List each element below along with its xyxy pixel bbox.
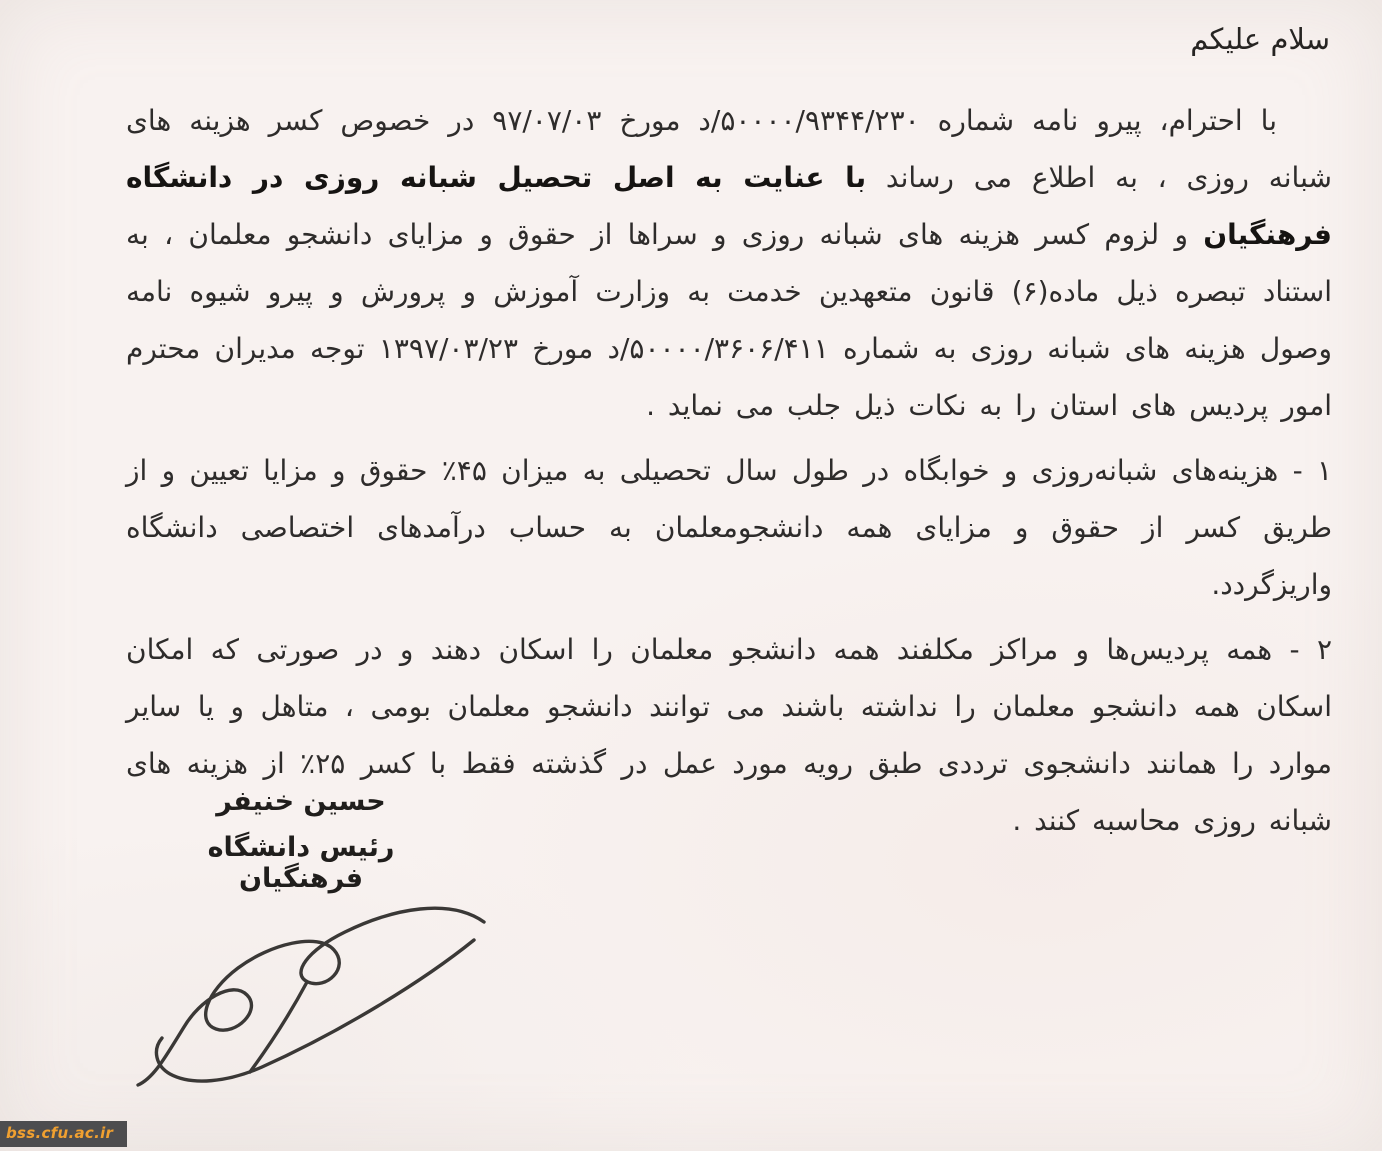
letter-body — [126, 92, 1332, 857]
point-1-paragraph: ۱ - هزینه‌های شبانه‌روزی و خوابگاه در طول سال تحصیلی به میزان ۴۵٪ حقوق و مزایا تعیین و از طریق کسر از حقوق و مزایای همه دانشجومعلمان به حساب درآمدهای اختصاصی دانشگاه واریزگردد. — [126, 454, 1332, 601]
intro-before-bold: با احترام، پیرو نامه شماره ۵۰۰۰۰/۹۳۴۴/۲۳۰/د مورخ ۹۷/۰۷/۰۳ در خصوص کسر هزینه های شبانه روزی ، به اطلاع می رساند — [126, 104, 1332, 194]
signer-title: رئیس دانشگاه فرهنگیان — [207, 832, 395, 894]
watermark-badge — [0, 1121, 127, 1147]
signature-block — [146, 786, 456, 894]
intro-after-bold: و لزوم کسر هزینه های شبانه روزی و سراها از حقوق و مزایای دانشجو معلمان ، به استناد تبصره ذیل ماده(۶) قانون متعهدین خدمت به وزارت آموزش و پرورش و پیرو شیوه نامه وصول هزینه های شبانه روزی به شماره ۵۰۰۰۰/۳۶۰۶/۴۱۱/د مورخ ۱۳۹۷/۰۳/۲۳ توجه مدیران محترم امور پردیس های استان را به نکات ذیل جلب می نماید . — [126, 218, 1332, 422]
signer-name: حسین خنیفر — [216, 786, 386, 817]
watermark-url-text: bss.cfu.ac.ir — [6, 1124, 114, 1142]
handwritten-signature — [112, 882, 512, 1102]
point-2-paragraph: ۲ - همه پردیس‌ها و مراکز مکلفند همه دانشجو معلمان را اسکان دهند و در صورتی که امکان اسکان همه دانشجو معلمان را نداشته باشند می توانند دانشجو معلمان بومی ، متاهل و یا سایر موارد را همانند دانشجوی ترددی طبق رویه مورد عمل در گذشته فقط با کسر ۲۵٪ از هزینه های شبانه روزی محاسبه کنند . — [126, 633, 1332, 837]
intro-bold-emphasis: با عنایت به اصل تحصیل شبانه روزی در دانشگاه فرهنگیان — [126, 161, 1332, 251]
intro-paragraph — [126, 92, 1332, 434]
greeting-text: سلام علیکم — [1190, 22, 1330, 56]
